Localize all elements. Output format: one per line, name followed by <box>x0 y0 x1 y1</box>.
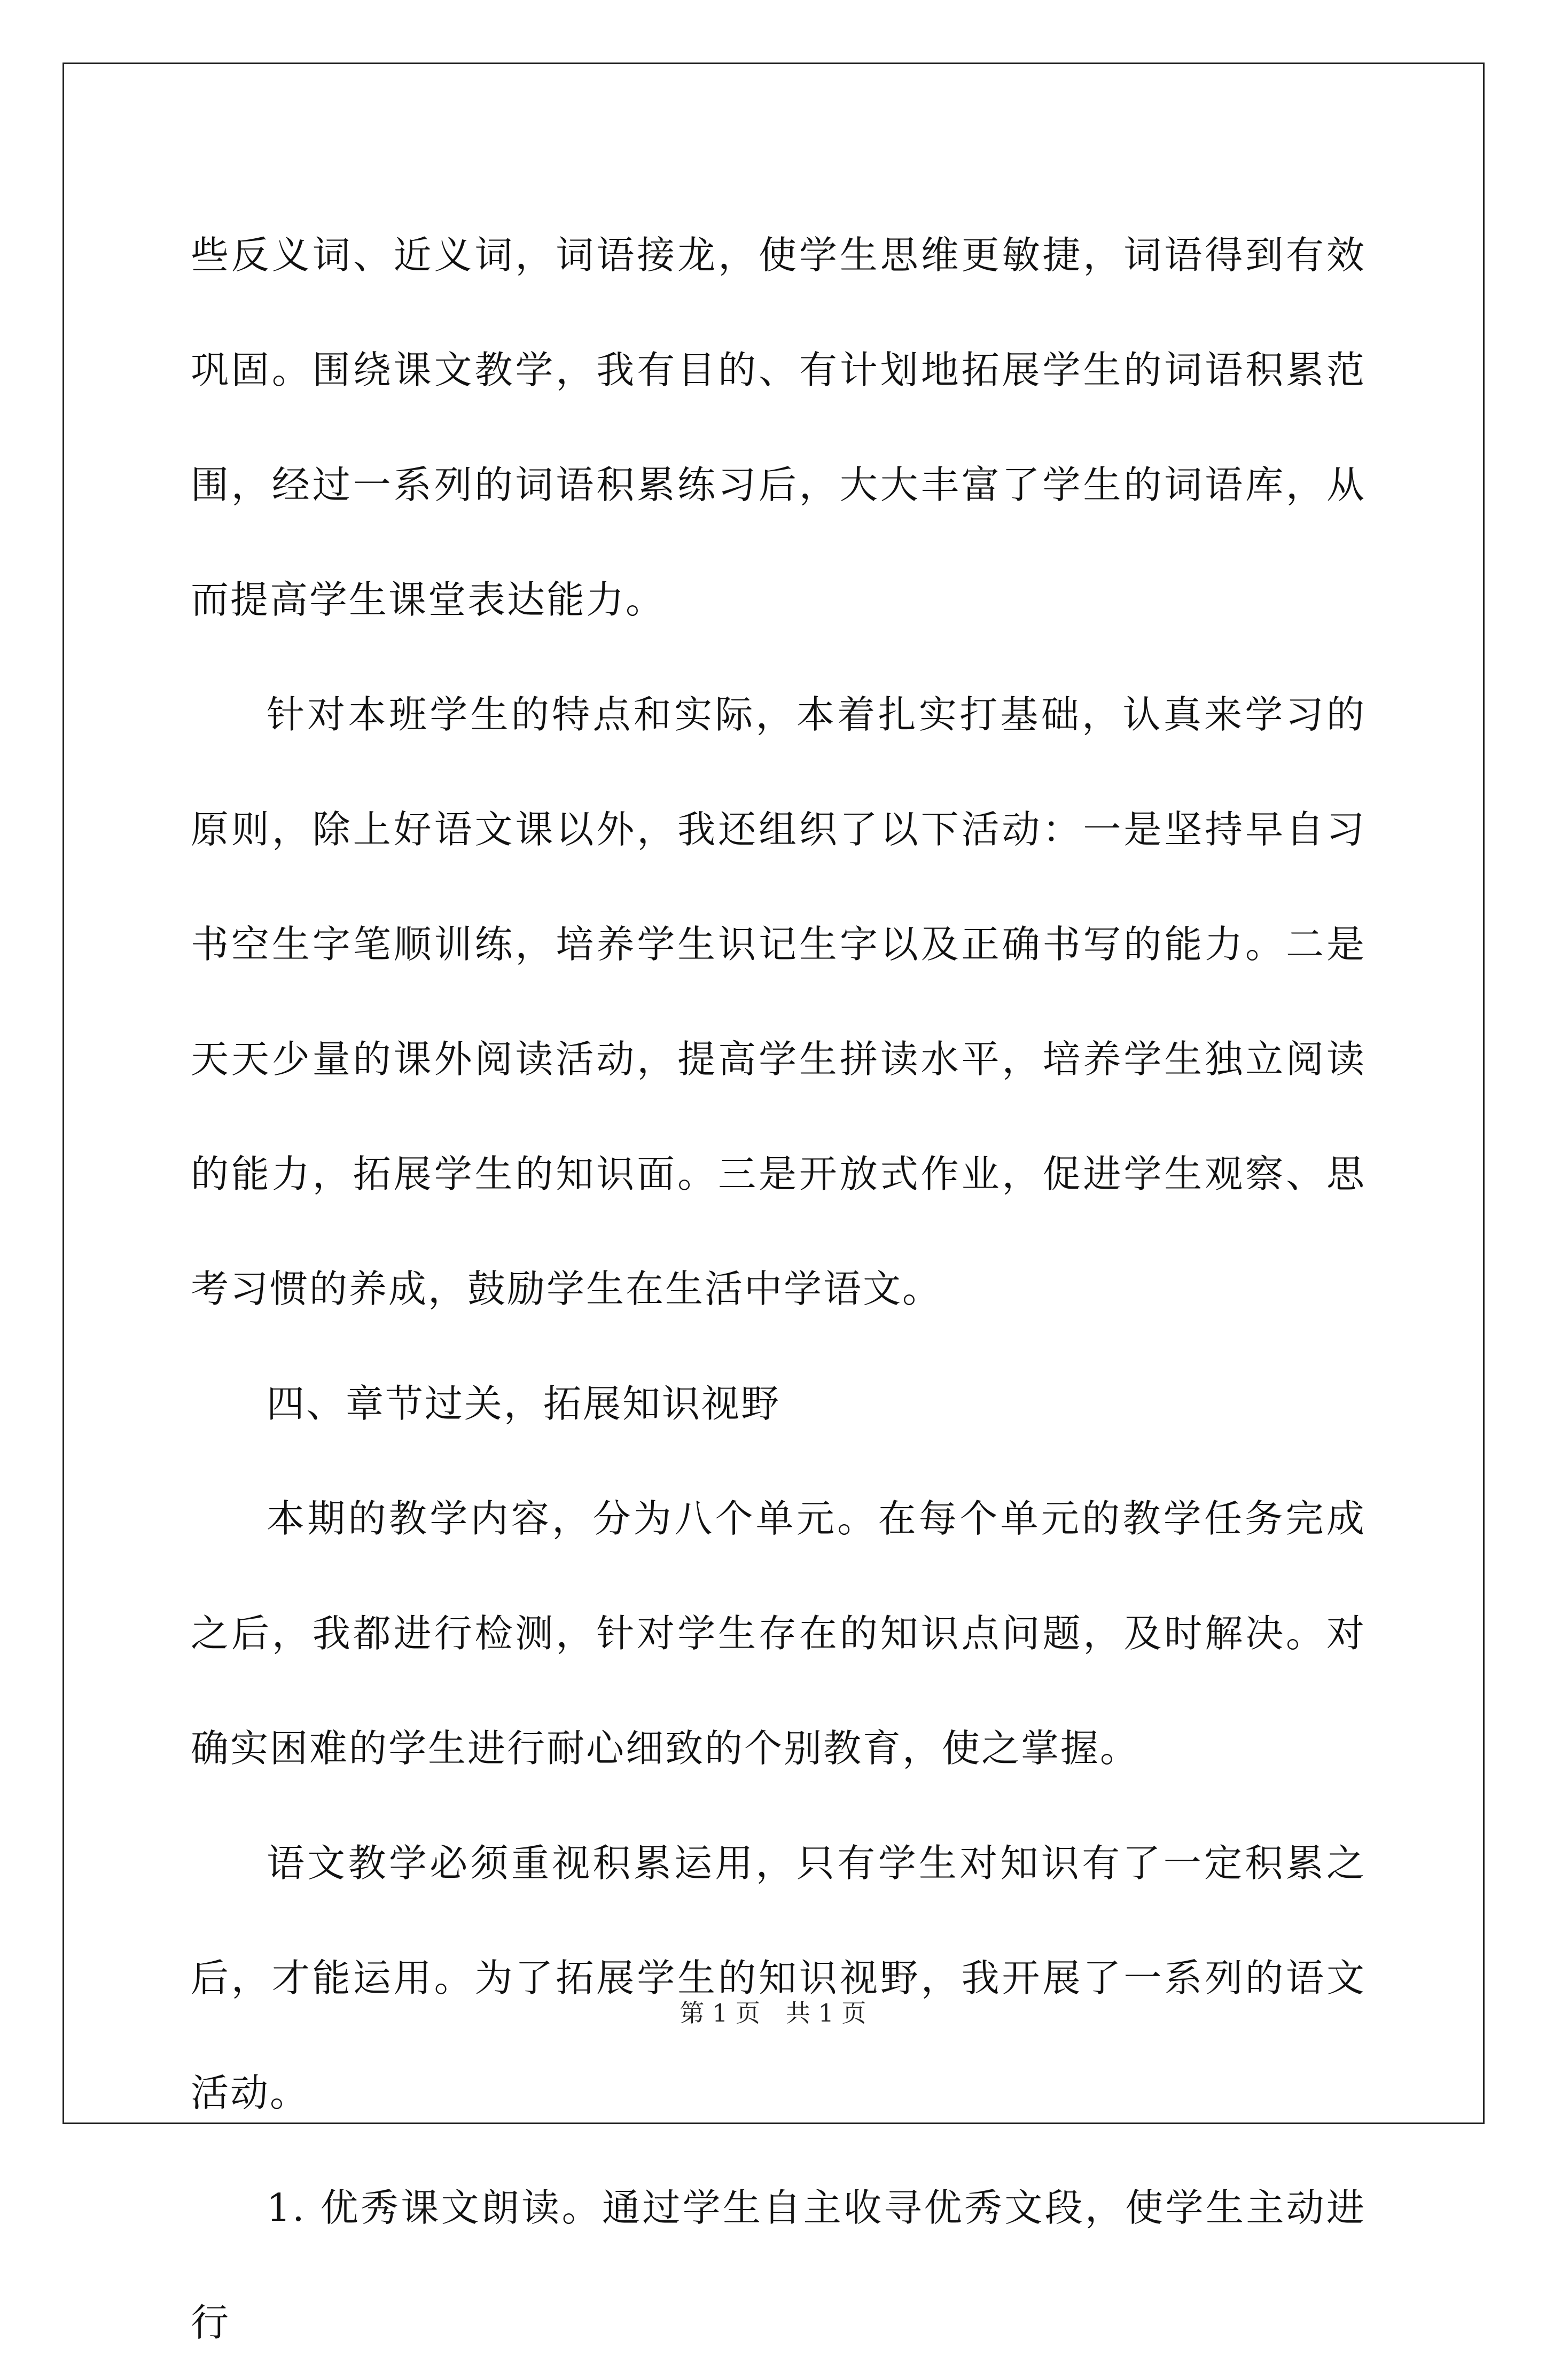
list-item: 1. 优秀课文朗读。通过学生自主收寻优秀文段，使学生主动进行 <box>191 2186 1366 2345</box>
document-body <box>191 198 1366 2380</box>
page-footer <box>0 1997 1546 2029</box>
paragraph: 针对本班学生的特点和实际，本着扎实打基础，认真来学习的原则，除上好语文课以外，我还组织了以下活动：一是坚持早自习书空生字笔顺训练，培养学生识记生字以及正确书写的能力。二是天天少量的课外阅读活动，提高学生拼读水平，培养学生独立阅读的能力，拓展学生的知识面。三是开放式作业，促进学生观察、思考习惯的养成，鼓励学生在生活中学语文。 <box>191 692 1366 1311</box>
section-heading: 四、章节过关，拓展知识视野 <box>267 1382 781 1426</box>
page-number: 第 1 页 <box>680 1999 760 2027</box>
paragraph: 本期的教学内容，分为八个单元。在每个单元的教学任务完成之后，我都进行检测，针对学生存在的知识点问题，及时解决。对确实困难的学生进行耐心细致的个别教育，使之掌握。 <box>191 1496 1366 1770</box>
paragraph: 语文教学必须重视积累运用，只有学生对知识有了一定积累之后，才能运用。为了拓展学生的知识视野，我开展了一系列的语文活动。 <box>191 1841 1366 2115</box>
paragraph-continued: 些反义词、近义词，词语接龙，使学生思维更敏捷，词语得到有效巩固。围绕课文教学，我有目的、有计划地拓展学生的词语积累范围，经过一系列的词语积累练习后，大大丰富了学生的词语库，从而提高学生课堂表达能力。 <box>191 233 1366 622</box>
page-total: 共 1 页 <box>786 1999 866 2027</box>
